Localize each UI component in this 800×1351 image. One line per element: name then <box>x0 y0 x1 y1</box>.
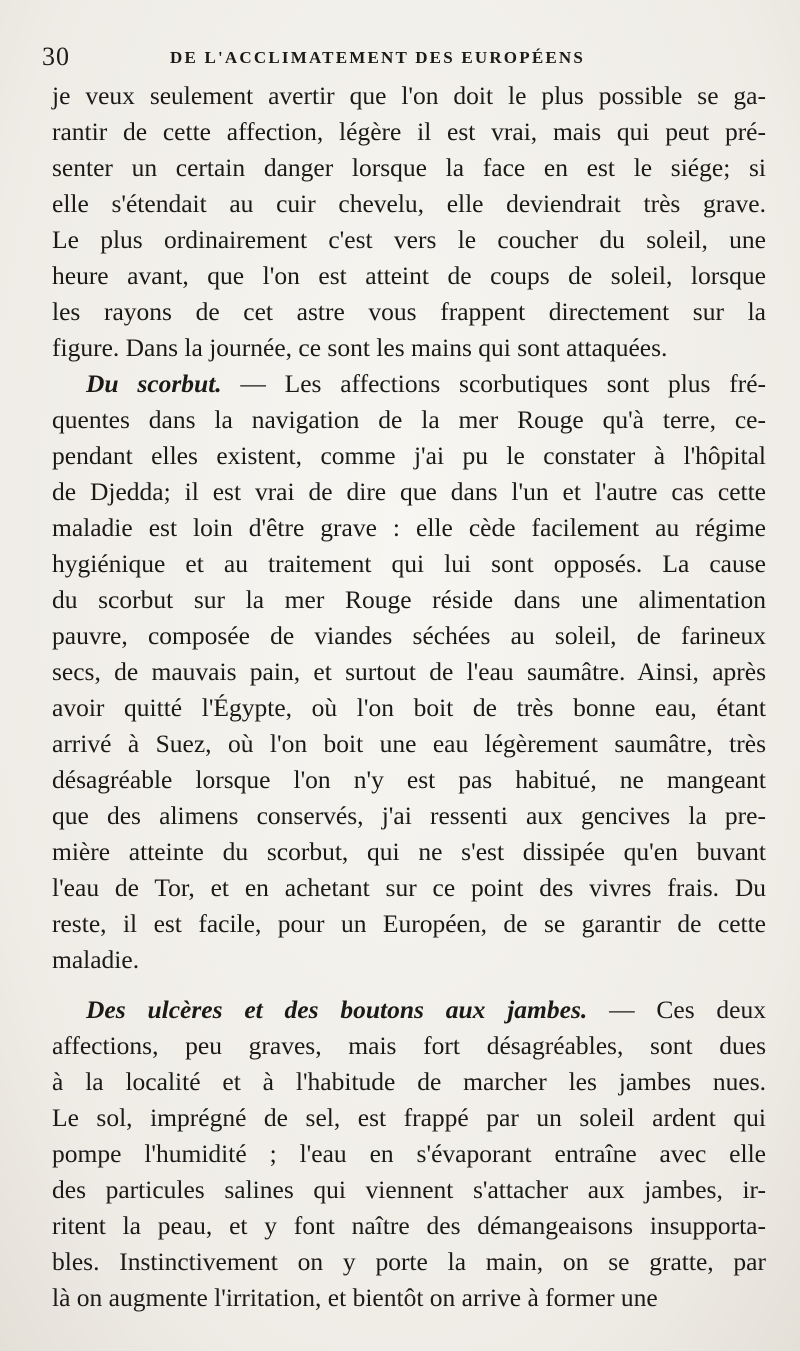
text-line: bles. Instinctivement on y porte la main, on se gratte, par <box>52 1247 766 1276</box>
section-heading-scorbut: Du scorbut. <box>86 369 222 398</box>
text-line: de Djedda; il est vrai de dire que dans l'un et l'autre cas cette <box>52 477 766 506</box>
body-text <box>52 78 766 1316</box>
text-line: senter un certain danger lorsque la face en est le siége; si <box>52 153 766 182</box>
text-line: maladie est loin d'être grave : elle cède facilement au régime <box>52 513 766 542</box>
paragraph-gap <box>52 978 766 992</box>
text-line: ritent la peau, et y font naître des démangeaisons insupporta- <box>52 1211 766 1240</box>
text-line: arrivé à Suez, où l'on boit une eau légèrement saumâtre, très <box>52 729 766 758</box>
text-line: secs, de mauvais pain, et surtout de l'eau saumâtre. Ainsi, après <box>52 657 766 686</box>
text-line: pauvre, composée de viandes séchées au soleil, de farineux <box>52 621 766 650</box>
text-line: du scorbut sur la mer Rouge réside dans une alimentation <box>52 585 766 614</box>
text-line: pompe l'humidité ; l'eau en s'évaporant entraîne avec elle <box>52 1139 766 1168</box>
text-line: je veux seulement avertir que l'on doit le plus possible se ga- <box>52 81 766 110</box>
text-fragment: — Les affections scorbutiques sont plus fré- <box>221 369 766 398</box>
paragraph-scorbut <box>52 366 766 978</box>
text-line: que des alimens conservés, j'ai ressenti aux gencives la pre- <box>52 801 766 830</box>
text-line: pendant elles existent, comme j'ai pu le constater à l'hôpital <box>52 441 766 470</box>
running-head: DE L'ACCLIMATEMENT DES EUROPÉENS <box>170 48 586 67</box>
text-line: à la localité et à l'habitude de marcher les jambes nues. <box>52 1067 766 1096</box>
text-line: mière atteinte du scorbut, qui ne s'est dissipée qu'en buvant <box>52 837 766 866</box>
section-heading-ulceres: Des ulcères et des boutons aux jambes. <box>86 995 588 1024</box>
text-line: désagréable lorsque l'on n'y est pas habitué, ne mangeant <box>52 765 766 794</box>
text-line: figure. Dans la journée, ce sont les mains qui sont attaquées. <box>52 333 668 362</box>
paragraph-ulceres <box>52 992 766 1316</box>
text-line: affections, peu graves, mais fort désagréables, sont dues <box>52 1031 766 1060</box>
text-line: rantir de cette affection, légère il est vrai, mais qui peut pré- <box>52 117 766 146</box>
text-line: maladie. <box>52 945 140 974</box>
text-line: Le sol, imprégné de sel, est frappé par un soleil ardent qui <box>52 1103 766 1132</box>
text-line: Le plus ordinairement c'est vers le coucher du soleil, une <box>52 225 766 254</box>
text-line: hygiénique et au traitement qui lui sont opposés. La cause <box>52 549 766 578</box>
text-line <box>52 366 766 402</box>
text-line: avoir quitté l'Égypte, où l'on boit de très bonne eau, étant <box>52 693 766 722</box>
text-fragment: — Ces deux <box>587 995 766 1024</box>
page-header <box>38 36 766 76</box>
text-line: là on augmente l'irritation, et bientôt on arrive à former une <box>52 1283 658 1312</box>
text-line <box>52 992 766 1028</box>
text-line: des particules salines qui viennent s'attacher aux jambes, ir- <box>52 1175 766 1204</box>
text-line: les rayons de cet astre vous frappent directement sur la <box>52 297 766 326</box>
text-line: l'eau de Tor, et en achetant sur ce point des vivres frais. Du <box>52 873 766 902</box>
text-line: quentes dans la navigation de la mer Rouge qu'à terre, ce- <box>52 405 766 434</box>
page-number: 30 <box>42 42 70 71</box>
text-line: elle s'étendait au cuir chevelu, elle deviendrait très grave. <box>52 189 766 218</box>
paragraph-sunburn <box>52 78 766 366</box>
text-line: reste, il est facile, pour un Européen, de se garantir de cette <box>52 909 766 938</box>
text-line: heure avant, que l'on est atteint de coups de soleil, lorsque <box>52 261 766 290</box>
